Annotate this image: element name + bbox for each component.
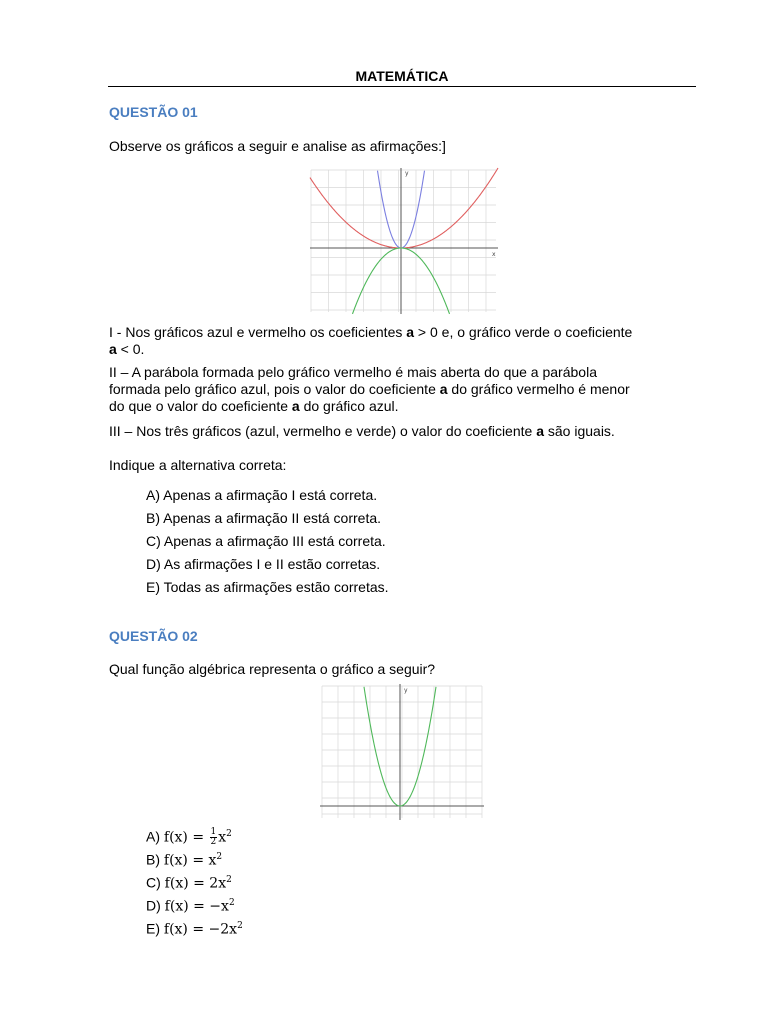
question-2-options xyxy=(146,826,243,941)
option-a[interactable]: A) Apenas a afirmação I está correta. xyxy=(146,487,378,503)
option-e[interactable]: E) Todas as afirmações estão corretas. xyxy=(146,579,389,595)
fraction: $\frac{1}{2}$ xyxy=(210,827,217,848)
graph-grid xyxy=(322,686,482,818)
statement-1: I - Nos gráficos azul e vermelho os coeficientes a > 0 e, o gráfico verde o coeficiente a < 0. xyxy=(109,324,633,357)
y-axis-label: y xyxy=(405,170,409,177)
question-2-graph xyxy=(318,682,486,822)
question-1-graph xyxy=(306,166,502,316)
question-2-heading: QUESTÃO 02 xyxy=(109,628,198,644)
option-b[interactable]: B) Apenas a afirmação II está correta. xyxy=(146,510,382,526)
question-1-options xyxy=(146,487,389,602)
question-1-instruction: Indique a alternativa correta: xyxy=(109,457,287,473)
question-2-prompt: Qual função algébrica representa o gráfico a seguir? xyxy=(109,661,436,677)
question-1-prompt: Observe os gráficos a seguir e analise as afirmações:] xyxy=(109,138,446,154)
graph-grid xyxy=(311,170,496,312)
option-b[interactable]: B) $f(x) = x^2$ xyxy=(146,851,223,869)
question-1-heading: QUESTÃO 01 xyxy=(109,104,198,120)
y-axis-label: y xyxy=(404,687,408,694)
option-e[interactable]: E) $f(x) = -2x^2$ xyxy=(146,920,243,938)
page-title: MATEMÁTICA xyxy=(108,68,696,87)
option-a[interactable]: A) f(x) = $\frac{1}{2}$ $x^2$ xyxy=(146,827,232,848)
option-d[interactable]: D) As afirmações I e II estão corretas. xyxy=(146,556,381,572)
red-parabola xyxy=(310,168,498,248)
statement-2: II – A parábola formada pelo gráfico vermelho é mais aberta do que a parábola formada pelo gráfico azul, pois o valor do coeficiente a do gráfico vermelho é menor do que o valor do coeficiente a do gráfico azul. xyxy=(109,364,630,414)
x-axis-label: x xyxy=(492,251,496,258)
option-d[interactable]: D) $f(x) = -x^2$ xyxy=(146,897,235,915)
option-c[interactable]: C) $f(x) = 2x^2$ xyxy=(146,874,232,892)
statement-3: III – Nos três gráficos (azul, vermelho e verde) o valor do coeficiente a são iguais. xyxy=(109,423,615,439)
option-c[interactable]: C) Apenas a afirmação III está correta. xyxy=(146,533,386,549)
